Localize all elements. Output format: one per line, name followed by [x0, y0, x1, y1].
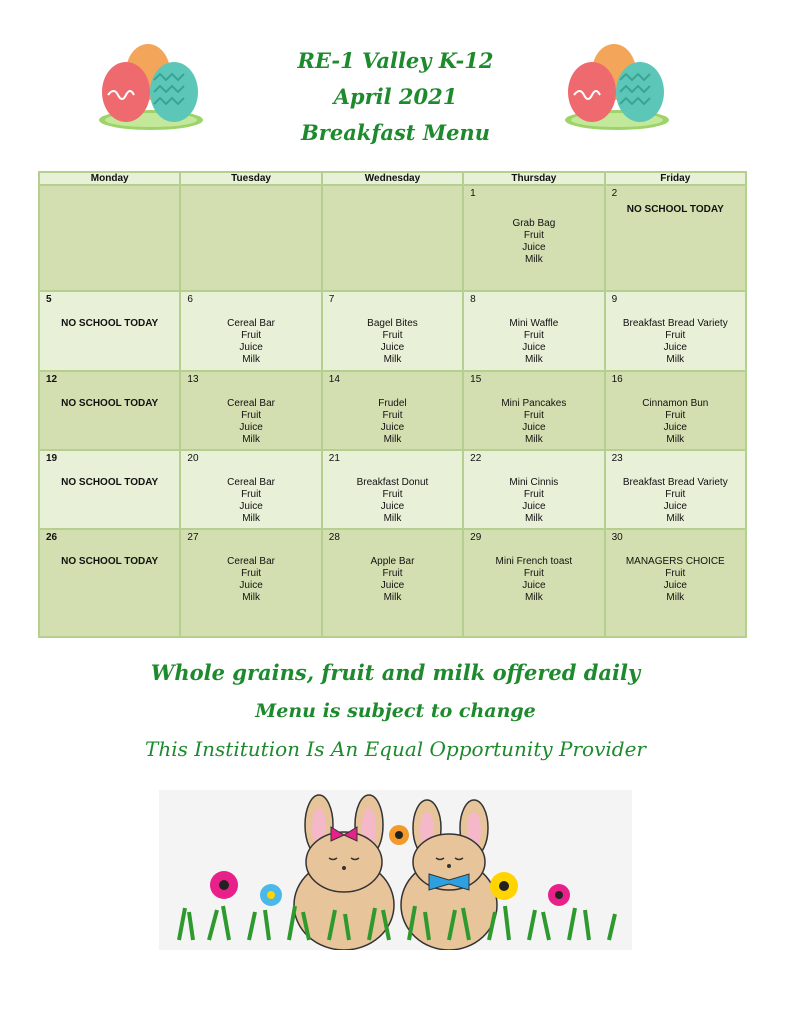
- day-cell: [605, 371, 746, 450]
- menu-item: Juice: [522, 580, 546, 591]
- day-cell: [605, 529, 746, 637]
- day-cell: [463, 371, 604, 450]
- day-cell: [180, 529, 321, 637]
- no-school-notice: NO SCHOOL TODAY: [61, 398, 159, 409]
- day-number: 16: [611, 374, 623, 385]
- menu-item: Fruit: [241, 410, 262, 421]
- menu-item: Fruit: [523, 489, 544, 500]
- menu-item: Juice: [663, 501, 687, 512]
- menu-item: Juice: [522, 342, 546, 353]
- menu-item: Juice: [239, 501, 263, 512]
- day-number: 27: [187, 532, 199, 543]
- menu-item: MANAGERS CHOICE: [625, 556, 725, 567]
- menu-item: Cereal Bar: [227, 556, 275, 567]
- offer-note: Whole grains, fruit and milk offered daily: [150, 660, 641, 685]
- menu-item: Milk: [242, 513, 260, 524]
- menu-item: Milk: [242, 354, 260, 365]
- no-school-notice: NO SCHOOL TODAY: [61, 477, 159, 488]
- day-cell: [605, 291, 746, 371]
- menu-item: Milk: [666, 513, 685, 524]
- menu-item: Fruit: [241, 568, 262, 579]
- day-cell: [180, 450, 321, 529]
- day-number: [46, 188, 173, 202]
- day-number: 22: [470, 453, 482, 464]
- menu-item: Fruit: [665, 410, 686, 421]
- menu-item: Fruit: [382, 489, 403, 500]
- menu-item: Milk: [524, 434, 543, 445]
- menu-item: Cinnamon Bun: [642, 398, 709, 409]
- day-cell: [463, 450, 604, 529]
- menu-items: [612, 318, 739, 366]
- menu-item: Milk: [666, 354, 685, 365]
- day-number: 14: [328, 374, 340, 385]
- menu-item: Milk: [383, 434, 402, 445]
- day-number: 20: [187, 453, 199, 464]
- menu-item: Juice: [239, 422, 263, 433]
- menu-title: Breakfast Menu: [301, 120, 490, 145]
- school-name-title: RE-1 Valley K-12: [297, 48, 494, 73]
- weekday-header: Wednesday: [322, 172, 463, 185]
- week-row: [39, 450, 746, 529]
- day-number: 29: [470, 532, 482, 543]
- change-note: Menu is subject to change: [255, 700, 536, 722]
- day-number: [329, 188, 456, 202]
- day-number: 2: [611, 188, 618, 199]
- bunnies-flowers-illustration: [159, 790, 632, 950]
- menu-items: [329, 477, 456, 525]
- day-number: 8: [470, 294, 476, 305]
- day-number: 12: [46, 374, 58, 385]
- day-number: 1: [470, 188, 476, 199]
- no-school-notice: NO SCHOOL TODAY: [61, 318, 159, 329]
- menu-item: Fruit: [665, 568, 686, 579]
- equal-opportunity-note: This Institution Is An Equal Opportunity Provider: [145, 737, 646, 761]
- menu-item: Milk: [666, 592, 685, 603]
- menu-item: Milk: [383, 592, 402, 603]
- day-number: 7: [328, 294, 335, 305]
- day-number: [187, 188, 314, 202]
- menu-item: Juice: [239, 342, 263, 353]
- day-number: 19: [46, 453, 58, 464]
- day-number: 21: [328, 453, 340, 464]
- day-cell: [322, 185, 463, 291]
- day-cell: [180, 291, 321, 371]
- menu-item: Fruit: [382, 410, 403, 421]
- menu-item: Milk: [666, 434, 685, 445]
- menu-item: Fruit: [523, 330, 544, 341]
- menu-item: Breakfast Bread Variety: [622, 477, 728, 488]
- menu-item: Mini Cinnis: [509, 477, 559, 488]
- day-number: 15: [470, 374, 482, 385]
- day-cell: [39, 371, 180, 450]
- bunny-right-icon: [401, 800, 497, 950]
- menu-items: [329, 398, 456, 446]
- week-row: [39, 185, 746, 291]
- day-cell: [39, 450, 180, 529]
- day-number: 28: [328, 532, 340, 543]
- day-cell: [39, 185, 180, 291]
- day-cell: [322, 291, 463, 371]
- menu-item: Fruit: [665, 330, 686, 341]
- menu-item: Milk: [524, 592, 543, 603]
- menu-item: Breakfast Donut: [356, 477, 429, 488]
- easter-eggs-left-icon: [96, 40, 206, 135]
- day-cell: [180, 185, 321, 291]
- menu-items: [470, 477, 597, 525]
- menu-items: [470, 398, 597, 446]
- menu-item: Milk: [242, 592, 260, 603]
- menu-item: Milk: [524, 513, 543, 524]
- menu-item: Juice: [663, 422, 687, 433]
- menu-items: [612, 556, 739, 604]
- menu-items: [329, 318, 456, 366]
- menu-items: [470, 318, 597, 366]
- menu-item: Juice: [380, 580, 405, 591]
- menu-items: [187, 398, 314, 446]
- menu-item: Mini Pancakes: [501, 398, 567, 409]
- menu-item: Cereal Bar: [227, 477, 275, 488]
- day-cell: [39, 291, 180, 371]
- menu-item: Fruit: [523, 230, 544, 241]
- day-number: 13: [187, 374, 199, 385]
- menu-item: Mini French toast: [495, 556, 573, 567]
- menu-item: Juice: [380, 342, 405, 353]
- day-number: 6: [187, 294, 193, 305]
- menu-calendar: [38, 171, 747, 638]
- day-number: 30: [611, 532, 623, 543]
- day-cell: [322, 450, 463, 529]
- menu-item: Fruit: [382, 568, 403, 579]
- day-cell: [180, 371, 321, 450]
- menu-item: Juice: [663, 580, 687, 591]
- menu-item: Juice: [380, 501, 405, 512]
- menu-items: [612, 398, 739, 446]
- day-cell: [39, 529, 180, 637]
- menu-item: Milk: [524, 254, 543, 265]
- day-number: 23: [611, 453, 623, 464]
- menu-item: Breakfast Bread Variety: [622, 318, 728, 329]
- day-number: 9: [611, 294, 618, 305]
- bunny-left-icon: [294, 795, 394, 950]
- menu-item: Cereal Bar: [227, 318, 275, 329]
- week-row: [39, 529, 746, 637]
- day-cell: [322, 529, 463, 637]
- menu-item: Juice: [239, 580, 263, 591]
- menu-item: Cereal Bar: [227, 398, 275, 409]
- menu-item: Juice: [380, 422, 405, 433]
- weekday-header-row: [39, 172, 746, 185]
- month-title: April 2021: [333, 84, 458, 109]
- weekday-header: Friday: [605, 172, 746, 185]
- menu-item: Mini Waffle: [509, 318, 559, 329]
- menu-item: Milk: [242, 434, 260, 445]
- menu-item: Milk: [524, 354, 543, 365]
- menu-item: Fruit: [523, 568, 544, 579]
- menu-item: Fruit: [382, 330, 403, 341]
- menu-item: Milk: [383, 513, 402, 524]
- menu-item: Juice: [522, 501, 546, 512]
- menu-items: [187, 477, 314, 525]
- day-cell: [463, 185, 604, 291]
- no-school-notice: NO SCHOOL TODAY: [626, 204, 724, 215]
- no-school-notice: NO SCHOOL TODAY: [61, 556, 159, 567]
- grass-icon: [179, 906, 615, 940]
- weekday-header: Tuesday: [180, 172, 321, 185]
- menu-items: [612, 477, 739, 525]
- week-row: [39, 371, 746, 450]
- menu-items: [187, 318, 314, 366]
- menu-item: Apple Bar: [370, 556, 415, 567]
- menu-item: Fruit: [665, 489, 686, 500]
- menu-item: Grab Bag: [512, 218, 556, 229]
- menu-items: [329, 556, 456, 604]
- menu-item: Juice: [522, 422, 546, 433]
- week-row: [39, 291, 746, 371]
- menu-item: Fruit: [241, 489, 262, 500]
- menu-item: Bagel Bites: [367, 318, 418, 329]
- menu-items: [470, 556, 597, 604]
- menu-item: Fruit: [523, 410, 544, 421]
- day-cell: [463, 291, 604, 371]
- day-cell: [322, 371, 463, 450]
- menu-item: Fruit: [241, 330, 262, 341]
- menu-item: Frudel: [378, 398, 407, 409]
- weekday-header: Thursday: [463, 172, 604, 185]
- menu-item: Juice: [663, 342, 687, 353]
- weekday-header: Monday: [39, 172, 180, 185]
- day-cell: [463, 529, 604, 637]
- menu-items: [187, 556, 314, 604]
- day-cell: [605, 185, 746, 291]
- menu-item: Juice: [522, 242, 546, 253]
- day-number: 26: [46, 532, 58, 543]
- menu-item: Milk: [383, 354, 402, 365]
- day-cell: [605, 450, 746, 529]
- menu-items: [470, 218, 597, 266]
- day-number: 5: [46, 294, 52, 305]
